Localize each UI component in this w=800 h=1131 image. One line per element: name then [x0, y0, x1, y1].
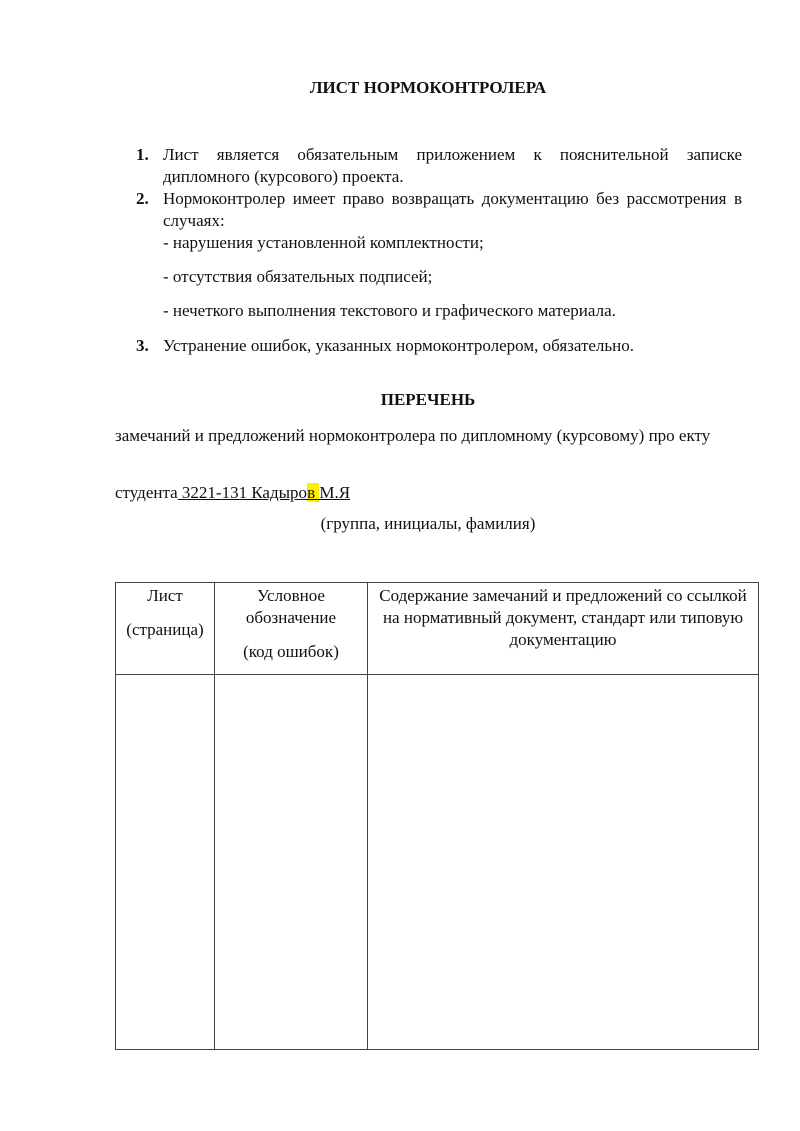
- rule-item-1: [136, 144, 742, 188]
- rule-cases: [163, 232, 742, 322]
- table-row: [116, 675, 759, 1050]
- rule-item-3: [136, 335, 742, 357]
- cell-sheet[interactable]: [116, 675, 215, 1050]
- header-code-line2: (код ошибок): [243, 642, 339, 661]
- page-title: ЛИСТ НОРМОКОНТРОЛЕРА: [309, 78, 547, 97]
- rule-case-3: - нечеткого выполнения текстового и графического материала.: [163, 301, 616, 320]
- student-caption: (группа, инициалы, фамилия): [320, 514, 536, 533]
- header-sheet-line2: (страница): [126, 620, 204, 639]
- header-code-line1: Условное обозначение: [245, 586, 337, 627]
- rule-number: 1.: [136, 145, 149, 164]
- rule-number: 2.: [136, 189, 149, 208]
- rule-number: 3.: [136, 336, 149, 355]
- student-value-part: М.Я: [319, 483, 351, 502]
- rule-item-2: [136, 188, 742, 322]
- cell-content[interactable]: [368, 675, 759, 1050]
- header-content: [368, 583, 759, 675]
- rule-text: Лист является обязательным приложением к пояснительной записке дипломного (курсового) проекта.: [163, 145, 742, 186]
- list-title: ПЕРЕЧЕНЬ: [380, 390, 476, 409]
- table-header-row: [116, 583, 759, 675]
- student-value-part: 3221-131 Кадыро: [177, 483, 308, 502]
- remarks-table: [115, 582, 759, 1050]
- rule-text: Нормоконтролер имеет право возвращать документацию без рассмотрения в случаях:: [163, 189, 742, 230]
- highlighted-text: в: [307, 483, 320, 502]
- intro-text: замечаний и предложений нормоконтролера по дипломному (курсовому) про екту: [115, 426, 711, 445]
- rule-case-1: - нарушения установленной комплектности;: [163, 233, 484, 252]
- header-sheet: [116, 583, 215, 675]
- header-content-text: Содержание замечаний и предложений со ссылкой на нормативный документ, стандарт или типовую документацию: [379, 586, 747, 649]
- header-code: [215, 583, 368, 675]
- student-value: [178, 483, 350, 502]
- header-sheet-line1: Лист: [147, 586, 183, 605]
- rules-list: [136, 144, 742, 357]
- student-label: студента: [115, 483, 178, 502]
- rule-case-2: - отсутствия обязательных подписей;: [163, 267, 433, 286]
- cell-code[interactable]: [215, 675, 368, 1050]
- rule-text: Устранение ошибок, указанных нормоконтролером, обязательно.: [163, 336, 635, 355]
- student-line: [115, 482, 350, 504]
